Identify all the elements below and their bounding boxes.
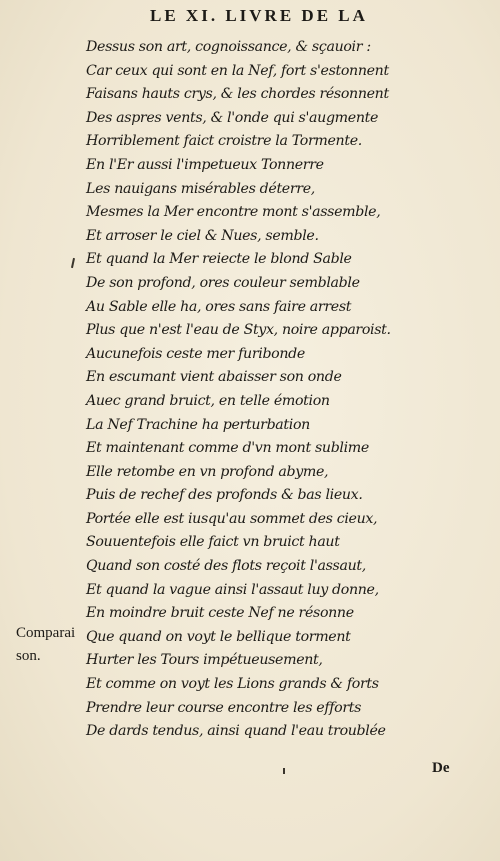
verse-line: Et maintenant comme d'vn mont sublime	[86, 440, 369, 457]
verse-line: Au Sable elle ha, ores sans faire arrest	[86, 298, 352, 315]
verse-line: Prendre leur course encontre les efforts	[86, 699, 362, 716]
verse-line: Mesmes la Mer encontre mont s'assemble,	[86, 204, 381, 221]
verse-line: Souuentefois elle faict vn bruict haut	[86, 534, 340, 551]
catchword: De	[432, 760, 450, 776]
verse-line: Et comme on voyt les Lions grands & forts	[86, 676, 379, 693]
verse-line: En moindre bruit ceste Nef ne résonne	[86, 605, 354, 622]
verse-line: En l'Er aussi l'impetueux Tonnerre	[86, 156, 324, 173]
verse-line: Les nauigans misérables déterre,	[86, 180, 315, 197]
verse-line: De dards tendus, ainsi quand l'eau troublée	[86, 723, 386, 740]
verse-line: Plus que n'est l'eau de Styx, noire apparoist.	[86, 322, 391, 339]
verse-line: Portée elle est iusqu'au sommet des cieux,	[86, 510, 378, 527]
verse-line: Et arroser le ciel & Nues, semble.	[86, 227, 319, 244]
verse-line: Car ceux qui sont en la Nef, fort s'estonnent	[86, 62, 389, 79]
verse-line: Des aspres vents, & l'onde qui s'augmente	[86, 109, 379, 126]
verse-line: Elle retombe en vn profond abyme,	[86, 463, 329, 480]
verse-line: Et quand la Mer reiecte le blond Sable	[86, 251, 352, 268]
verse-line: En escumant vient abaisser son onde	[86, 369, 342, 386]
verse-line: Et quand la vague ainsi l'assaut luy donne,	[86, 581, 379, 598]
margin-mark	[71, 258, 75, 268]
verse-line: Hurter les Tours impétueusement,	[86, 652, 323, 669]
verse-line: Que quand on voyt le bellique torment	[86, 628, 351, 645]
verse-line: Aucunefois ceste mer furibonde	[86, 345, 305, 362]
margin-note-line: Comparai	[16, 625, 76, 641]
margin-note-line: son.	[16, 648, 41, 664]
verse-line: La Nef Trachine ha perturbation	[86, 416, 310, 433]
verse-line: Quand son costé des flots reçoit l'assaut,	[86, 558, 366, 575]
verse-line: Auec grand bruict, en telle émotion	[86, 392, 330, 409]
verse-line: Puis de rechef des profonds & bas lieux.	[86, 487, 363, 504]
verse-line: Dessus son art, cognoissance, & sçauoir :	[86, 39, 371, 55]
verse-line: Faisans hauts crys, & les chordes résonnent	[86, 86, 389, 103]
running-head: LE XI. LIVRE DE LA	[150, 6, 368, 25]
margin-mark	[283, 768, 285, 774]
verse-line: De son profond, ores couleur semblable	[86, 274, 360, 291]
margin-note	[16, 622, 86, 668]
verse-text	[86, 36, 486, 744]
verse-line: Horriblement faict croistre la Tormente.	[86, 133, 362, 150]
